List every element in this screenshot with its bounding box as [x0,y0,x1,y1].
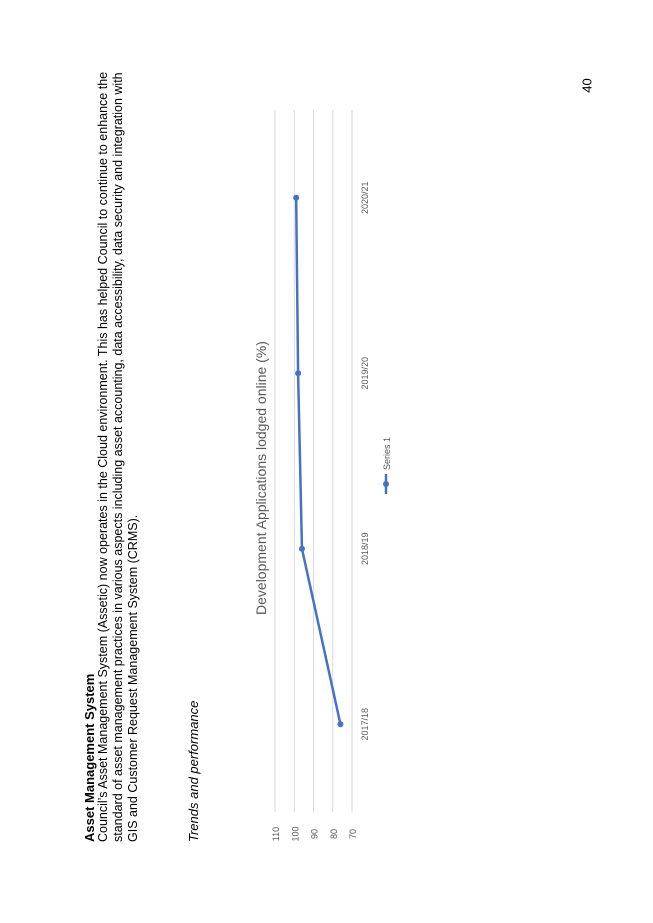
trends-heading: Trends and performance [186,700,201,842]
y-tick-label-80: 80 [328,828,339,840]
body-line-1: Council’s Asset Management System (Assetic) now operates in the Cloud environment. This has helped Council to continue to enhance the [96,71,110,842]
section-heading: Asset Management System [82,673,97,842]
y-tick-label-100: 100 [290,826,301,842]
body-line-2: standard of asset management practices in various aspects including asset accounting, data accessibility, data security and integration with [111,72,125,842]
y-tick-label-70: 70 [348,828,358,840]
x-tick-label-2019/20: 2019/20 [360,356,370,390]
series-line-0 [296,198,340,725]
x-tick-label-2018/19: 2018/19 [360,532,370,566]
page-number: 40 [579,78,595,93]
data-point-2018/19 [299,546,305,552]
legend-marker [383,481,389,487]
legend-label: Series 1 [382,436,392,470]
body-line-3: GIS and Customer Request Management System (CRMS). [126,514,140,842]
x-tick-label-2017/18: 2017/18 [360,707,370,741]
y-tick-label-90: 90 [309,828,320,840]
data-point-2020/21 [293,195,299,201]
chart-title: Development Applications lodged online (%) [253,341,269,615]
x-tick-label-2020/21: 2020/21 [360,181,370,215]
y-tick-label-110: 110 [271,826,281,842]
data-point-2017/18 [337,721,343,727]
data-point-2019/20 [295,370,301,376]
